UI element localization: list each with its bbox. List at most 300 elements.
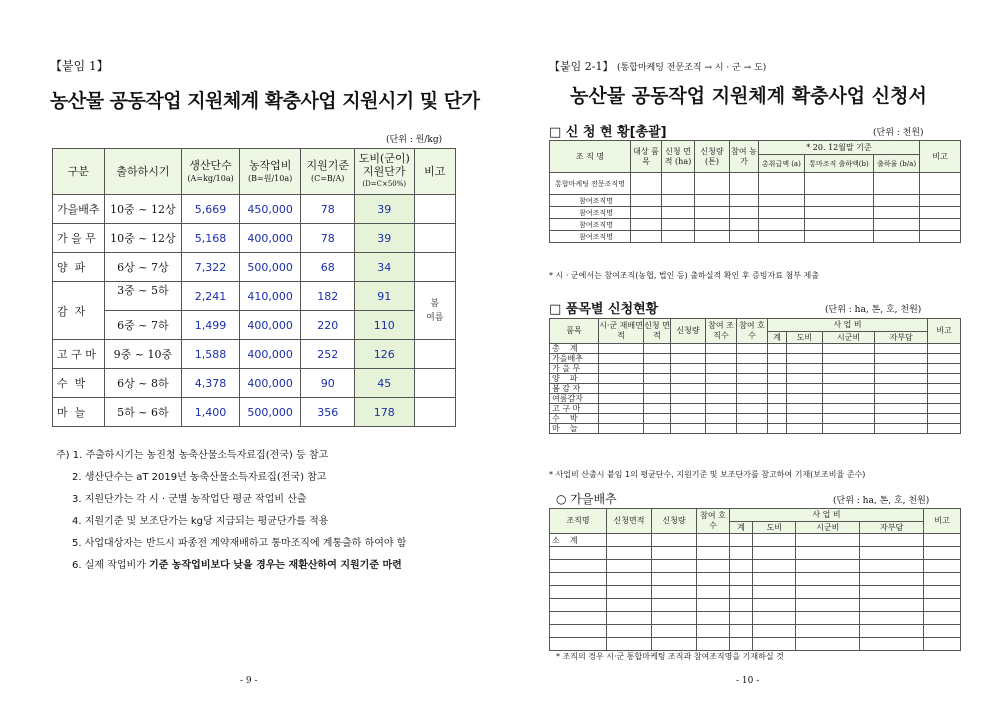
input-cell[interactable] [644,424,671,434]
input-cell[interactable] [737,394,768,404]
input-cell[interactable] [671,374,706,384]
input-cell[interactable] [599,404,644,414]
input-cell[interactable] [697,586,730,599]
input-cell[interactable] [730,599,753,612]
input-cell[interactable] [607,586,652,599]
input-cell[interactable] [860,560,924,573]
cell-period: 6중 ~ 7하 [104,311,182,340]
table-row [550,374,961,384]
item-name-cell: 고 구 마 [550,404,599,414]
table-row [550,344,961,354]
input-cell[interactable] [796,599,860,612]
cell-std: 182 [301,282,355,311]
input-cell[interactable] [737,344,768,354]
cell-yield: 7,322 [182,253,240,282]
input-cell[interactable] [753,586,796,599]
input-cell[interactable] [753,560,796,573]
input-cell[interactable] [607,560,652,573]
input-cell[interactable] [875,424,928,434]
table-row [550,173,961,195]
input-cell[interactable] [652,586,697,599]
input-cell[interactable] [730,231,759,243]
input-cell[interactable] [730,173,759,195]
cell-std: 78 [301,224,355,253]
table-row [550,586,961,599]
input-cell[interactable] [786,424,822,434]
input-cell[interactable] [759,195,805,207]
input-cell[interactable] [671,424,706,434]
input-cell[interactable] [786,404,822,414]
input-cell[interactable] [786,374,822,384]
org-name-cell[interactable] [550,625,607,638]
input-cell[interactable] [875,404,928,414]
input-cell[interactable] [924,586,961,599]
input-cell[interactable] [730,547,753,560]
cell-yield: 5,669 [182,195,240,224]
t3-header-farms: 참여 호수 [737,319,768,344]
section-cabbage-unit: (단위 : ha, 톤, 호, 천원) [833,496,930,506]
input-cell[interactable] [920,207,961,219]
input-cell[interactable] [874,219,920,231]
input-cell[interactable] [928,394,961,404]
input-cell[interactable] [875,344,928,354]
input-cell[interactable] [644,354,671,364]
input-cell[interactable] [768,364,787,374]
t4-header-prov: 도비 [753,522,796,534]
cell-cost: 500,000 [239,398,301,427]
input-cell[interactable] [662,219,695,231]
input-cell[interactable] [759,173,805,195]
input-cell[interactable] [599,384,644,394]
input-cell[interactable] [796,625,860,638]
input-cell[interactable] [822,364,875,374]
input-cell[interactable] [697,612,730,625]
cell-yield: 1,400 [182,398,240,427]
input-cell[interactable] [706,404,737,414]
input-cell[interactable] [753,612,796,625]
input-cell[interactable] [822,384,875,394]
input-cell[interactable] [644,404,671,414]
input-cell[interactable] [759,207,805,219]
input-cell[interactable] [860,586,924,599]
input-cell[interactable] [875,354,928,364]
input-cell[interactable] [924,599,961,612]
input-cell[interactable] [706,384,737,394]
input-cell[interactable] [631,195,662,207]
input-cell[interactable] [671,384,706,394]
input-cell[interactable] [928,414,961,424]
input-cell[interactable] [599,394,644,404]
cell-cost: 400,000 [239,224,301,253]
input-cell[interactable] [860,547,924,560]
input-cell[interactable] [875,414,928,424]
input-cell[interactable] [706,414,737,424]
input-cell[interactable] [737,424,768,434]
cell-std: 78 [301,195,355,224]
input-cell[interactable] [822,414,875,424]
t4-header-self: 자부담 [860,522,924,534]
input-cell[interactable] [753,547,796,560]
input-cell[interactable] [652,625,697,638]
input-cell[interactable] [706,374,737,384]
input-cell[interactable] [730,625,753,638]
header-remark: 비고 [414,149,455,195]
input-cell[interactable] [695,173,730,195]
input-cell[interactable] [631,231,662,243]
table-row [550,195,961,207]
input-cell[interactable] [759,219,805,231]
input-cell[interactable] [706,394,737,404]
table-row [550,625,961,638]
input-cell[interactable] [671,394,706,404]
input-cell[interactable] [737,404,768,414]
input-cell[interactable] [607,625,652,638]
t2-header-qty: 신청량 (톤) [695,141,730,173]
input-cell[interactable] [695,231,730,243]
input-cell[interactable] [796,586,860,599]
input-cell[interactable] [768,344,787,354]
input-cell[interactable] [671,414,706,424]
t2-header-group: * 20. 12월말 기준 [759,141,920,155]
input-cell[interactable] [753,638,796,651]
org-name-cell: 통합마케팅 전문조직명 [550,173,631,195]
input-cell[interactable] [644,374,671,384]
input-cell[interactable] [607,573,652,586]
input-cell[interactable] [697,534,730,547]
input-cell[interactable] [822,374,875,384]
note-5: 5. 사업대상자는 반드시 파종전 계약재배하고 통마조직에 계통출하 하여야 함 [72,538,407,549]
input-cell[interactable] [874,173,920,195]
input-cell[interactable] [644,414,671,424]
input-cell[interactable] [875,384,928,394]
input-cell[interactable] [768,404,787,414]
input-cell[interactable] [924,612,961,625]
table-row [53,369,456,398]
input-cell[interactable] [874,207,920,219]
input-cell[interactable] [928,404,961,414]
input-cell[interactable] [695,207,730,219]
cell-price: 126 [354,340,414,369]
input-cell[interactable] [768,354,787,364]
input-cell[interactable] [607,599,652,612]
input-cell[interactable] [924,638,961,651]
item-name-cell: 양 파 [550,374,599,384]
input-cell[interactable] [652,599,697,612]
input-cell[interactable] [697,547,730,560]
section-summary-title: □ 신 청 현 황[총괄] [549,125,667,140]
input-cell[interactable] [671,364,706,374]
input-cell[interactable] [759,231,805,243]
input-cell[interactable] [875,364,928,374]
input-cell[interactable] [644,344,671,354]
cell-cost: 500,000 [239,253,301,282]
cell-cost: 400,000 [239,369,301,398]
input-cell[interactable] [874,231,920,243]
t3-header-remark: 비고 [928,319,961,344]
cell-std: 68 [301,253,355,282]
input-cell[interactable] [706,354,737,364]
input-cell[interactable] [928,354,961,364]
input-cell[interactable] [662,173,695,195]
cell-name: 가 을 무 [53,224,105,253]
t3-header-qty: 신청량 [671,319,706,344]
input-cell[interactable] [796,534,860,547]
org-name-cell: 참여조직명 [550,231,631,243]
t3-header-item: 품목 [550,319,599,344]
input-cell[interactable] [697,573,730,586]
input-cell[interactable] [607,534,652,547]
input-cell[interactable] [599,344,644,354]
cell-remark [414,253,455,282]
input-cell[interactable] [652,560,697,573]
input-cell[interactable] [822,404,875,414]
attachment-tag: 【붙임 1】 [50,59,109,73]
input-cell[interactable] [796,638,860,651]
t4-header-sum: 계 [730,522,753,534]
input-cell[interactable] [695,195,730,207]
input-cell[interactable] [737,374,768,384]
input-cell[interactable] [753,573,796,586]
input-cell[interactable] [697,625,730,638]
input-cell[interactable] [730,534,753,547]
input-cell[interactable] [599,364,644,374]
cell-cost: 450,000 [239,195,301,224]
input-cell[interactable] [804,231,873,243]
t4-header-remark: 비고 [924,509,961,534]
input-cell[interactable] [695,219,730,231]
cell-std: 252 [301,340,355,369]
items-note: * 사업비 산출시 붙임 1의 평균단수, 지원기준 및 보조단가를 참고하여 기재(보조비율 준수) [549,470,866,479]
cell-std: 356 [301,398,355,427]
org-name-cell[interactable] [550,586,607,599]
table-row [550,404,961,414]
input-cell[interactable] [786,384,822,394]
input-cell[interactable] [860,599,924,612]
input-cell[interactable] [768,394,787,404]
input-cell[interactable] [822,344,875,354]
input-cell[interactable] [822,354,875,364]
input-cell[interactable] [671,404,706,414]
input-cell[interactable] [768,374,787,384]
input-cell[interactable] [730,638,753,651]
input-cell[interactable] [860,534,924,547]
input-cell[interactable] [730,560,753,573]
input-cell[interactable] [730,207,759,219]
input-cell[interactable] [822,424,875,434]
table-row [550,638,961,651]
unit-label: (단위 : 원/kg) [386,135,443,145]
note-6: 6. 실제 작업비가 기준 농작업비보다 낮을 경우는 재환산하여 지원기준 마련 [72,560,402,571]
input-cell[interactable] [928,364,961,374]
cell-remark: 봄 [414,282,455,311]
input-cell[interactable] [706,364,737,374]
input-cell[interactable] [697,560,730,573]
table-row [53,398,456,427]
input-cell[interactable] [652,638,697,651]
table-row [550,231,961,243]
cell-yield: 4,378 [182,369,240,398]
org-name-cell[interactable] [550,547,607,560]
org-name-cell: 참여조직명 [550,195,631,207]
input-cell[interactable] [599,374,644,384]
subtotal-cell: 소 계 [550,534,607,547]
input-cell[interactable] [631,173,662,195]
input-cell[interactable] [599,424,644,434]
table-row [550,547,961,560]
table-row [550,354,961,364]
input-cell[interactable] [631,219,662,231]
right-page [500,0,1000,707]
input-cell[interactable] [697,638,730,651]
input-cell[interactable] [697,599,730,612]
item-name-cell: 여름감자 [550,394,599,404]
input-cell[interactable] [768,424,787,434]
input-cell[interactable] [786,414,822,424]
cell-cost: 410,000 [239,282,301,311]
input-cell[interactable] [874,195,920,207]
input-cell[interactable] [875,394,928,404]
input-cell[interactable] [860,573,924,586]
input-cell[interactable] [786,394,822,404]
org-name-cell[interactable] [550,638,607,651]
input-cell[interactable] [706,424,737,434]
t3-header-prov: 도비 [786,332,822,344]
cell-std: 220 [301,311,355,340]
cell-price: 39 [354,224,414,253]
input-cell[interactable] [875,374,928,384]
item-name-cell: 총 계 [550,344,599,354]
input-cell[interactable] [804,219,873,231]
input-cell[interactable] [730,573,753,586]
cabbage-note: * 조직의 경우 시·군 통합마케팅 조직과 참여조직명을 기재하실 것 [556,652,784,661]
t3-header-req-area: 신청 면적 [644,319,671,344]
input-cell[interactable] [737,414,768,424]
input-cell[interactable] [796,573,860,586]
input-cell[interactable] [652,573,697,586]
cell-remark [414,195,455,224]
cell-remark [414,369,455,398]
input-cell[interactable] [706,344,737,354]
input-cell[interactable] [599,354,644,364]
input-cell[interactable] [607,547,652,560]
input-cell[interactable] [928,344,961,354]
input-cell[interactable] [920,231,961,243]
input-cell[interactable] [920,195,961,207]
input-cell[interactable] [753,599,796,612]
support-price-table [52,148,456,427]
input-cell[interactable] [737,384,768,394]
org-name-cell[interactable] [550,560,607,573]
input-cell[interactable] [796,560,860,573]
table-row [550,560,961,573]
input-cell[interactable] [607,612,652,625]
input-cell[interactable] [786,344,822,354]
input-cell[interactable] [786,354,822,364]
input-cell[interactable] [924,547,961,560]
input-cell[interactable] [652,612,697,625]
org-name-cell[interactable] [550,573,607,586]
input-cell[interactable] [652,547,697,560]
input-cell[interactable] [804,173,873,195]
input-cell[interactable] [652,534,697,547]
table-row [53,224,456,253]
cell-cost: 400,000 [239,311,301,340]
input-cell[interactable] [786,364,822,374]
table-row [53,311,456,340]
input-cell[interactable] [920,173,961,195]
item-name-cell: 가 을 무 [550,364,599,374]
input-cell[interactable] [924,560,961,573]
table-row [550,573,961,586]
org-name-cell[interactable] [550,599,607,612]
input-cell[interactable] [928,374,961,384]
input-cell[interactable] [671,354,706,364]
input-cell[interactable] [860,638,924,651]
input-cell[interactable] [671,344,706,354]
cell-yield: 5,168 [182,224,240,253]
input-cell[interactable] [860,625,924,638]
input-cell[interactable] [631,207,662,219]
input-cell[interactable] [644,364,671,374]
cell-period: 6상 ~ 8하 [104,369,182,398]
input-cell[interactable] [860,612,924,625]
input-cell[interactable] [796,612,860,625]
input-cell[interactable] [662,195,695,207]
input-cell[interactable] [753,534,796,547]
input-cell[interactable] [796,547,860,560]
input-cell[interactable] [768,414,787,424]
org-name-cell: 참여조직명 [550,219,631,231]
item-name-cell: 마 늘 [550,424,599,434]
input-cell[interactable] [822,394,875,404]
t2-header-area: 신청 면적 (ha) [662,141,695,173]
input-cell[interactable] [730,219,759,231]
org-name-cell: 참여조직명 [550,207,631,219]
input-cell[interactable] [924,625,961,638]
input-cell[interactable] [737,354,768,364]
input-cell[interactable] [599,414,644,424]
input-cell[interactable] [730,612,753,625]
input-cell[interactable] [924,534,961,547]
input-cell[interactable] [768,384,787,394]
input-cell[interactable] [753,625,796,638]
input-cell[interactable] [928,384,961,394]
input-cell[interactable] [804,207,873,219]
input-cell[interactable] [928,424,961,434]
input-cell[interactable] [644,384,671,394]
input-cell[interactable] [924,573,961,586]
input-cell[interactable] [730,586,753,599]
cell-name: 수 박 [53,369,105,398]
input-cell[interactable] [644,394,671,404]
input-cell[interactable] [804,195,873,207]
cell-yield: 2,241 [182,282,240,311]
t3-header-cost: 사 업 비 [768,319,928,332]
input-cell[interactable] [662,231,695,243]
input-cell[interactable] [662,207,695,219]
org-name-cell[interactable] [550,612,607,625]
cell-price: 34 [354,253,414,282]
t2-header-org: 조 직 명 [550,141,631,173]
input-cell[interactable] [607,638,652,651]
input-cell[interactable] [920,219,961,231]
section-summary-unit: (단위 : 천원) [873,128,924,138]
input-cell[interactable] [737,364,768,374]
cell-name: 가을배추 [53,195,105,224]
input-cell[interactable] [730,195,759,207]
table-row [53,282,456,311]
cell-cost: 400,000 [239,340,301,369]
